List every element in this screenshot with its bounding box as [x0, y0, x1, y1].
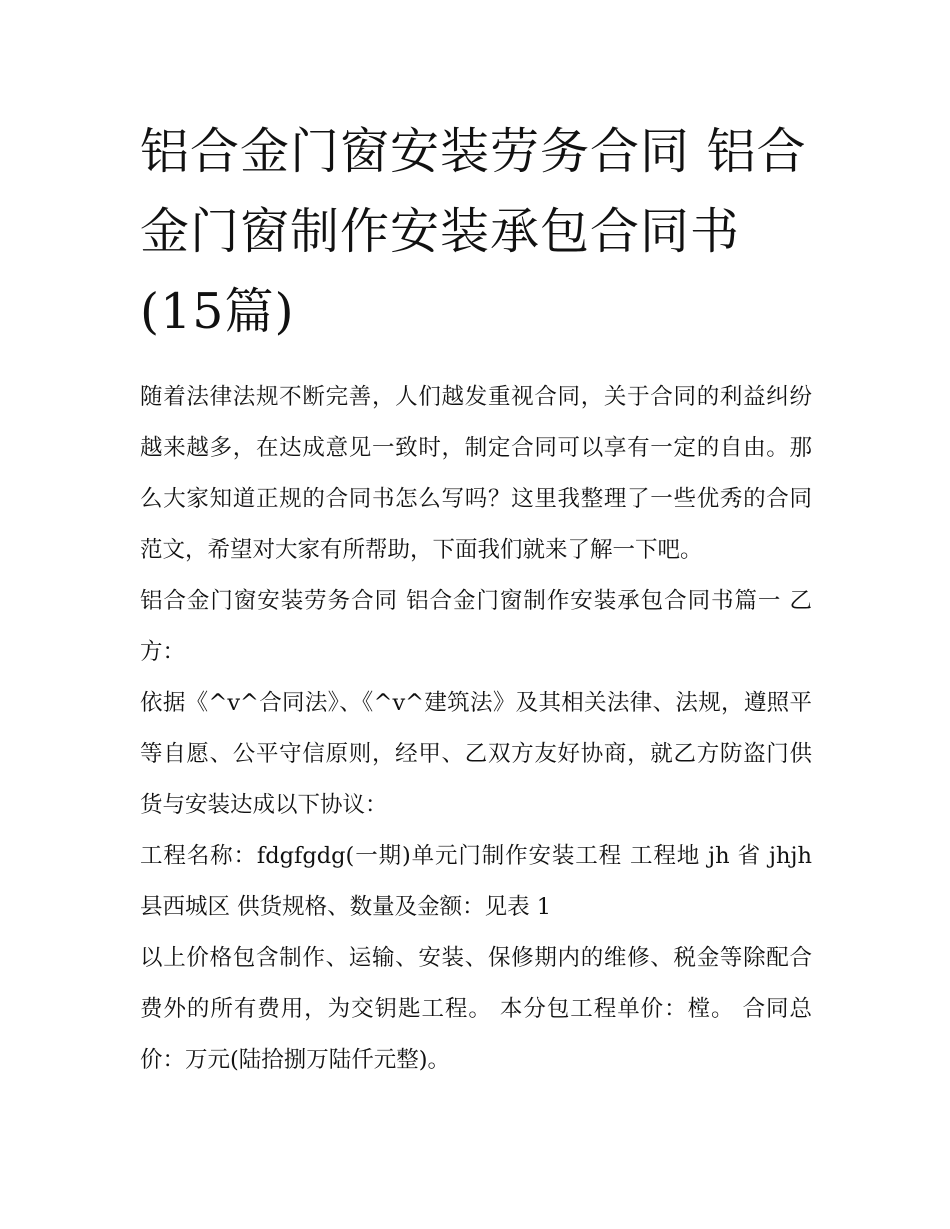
document-title: 铝合金门窗安装劳务合同 铝合金门窗制作安装承包合同书(15篇)	[140, 123, 807, 340]
document-page	[140, 112, 812, 1086]
section-heading: 铝合金门窗安装劳务合同 铝合金门窗制作安装承包合同书篇一 乙方：	[140, 588, 812, 665]
price-paragraph: 以上价格包含制作、运输、安装、保修期内的维修、税金等除配合费外的所有费用，为交钥匙工程。 本分包工程单价：樘。 合同总价：万元(陆拾捌万陆仟元整)。	[140, 945, 812, 1073]
body-paragraph: 依据《^v^合同法》、《^v^建筑法》及其相关法律、法规，遵照平等自愿、公平守信原则，经甲、乙双方友好协商，就乙方防盗门供货与安装达成以下协议：	[140, 690, 812, 818]
project-info-paragraph: 工程名称：fdgfgdg(一期)单元门制作安装工程 工程地 jh 省 jhjh 县西城区 供货规格、数量及金额：见表 1	[140, 843, 812, 920]
intro-paragraph: 随着法律法规不断完善，人们越发重视合同，关于合同的利益纠纷越来越多，在达成意见一致时，制定合同可以享有一定的自由。那么大家知道正规的合同书怎么写吗？这里我整理了一些优秀的合同范文，希望对大家有所帮助，下面我们就来了解一下吧。	[140, 384, 812, 563]
